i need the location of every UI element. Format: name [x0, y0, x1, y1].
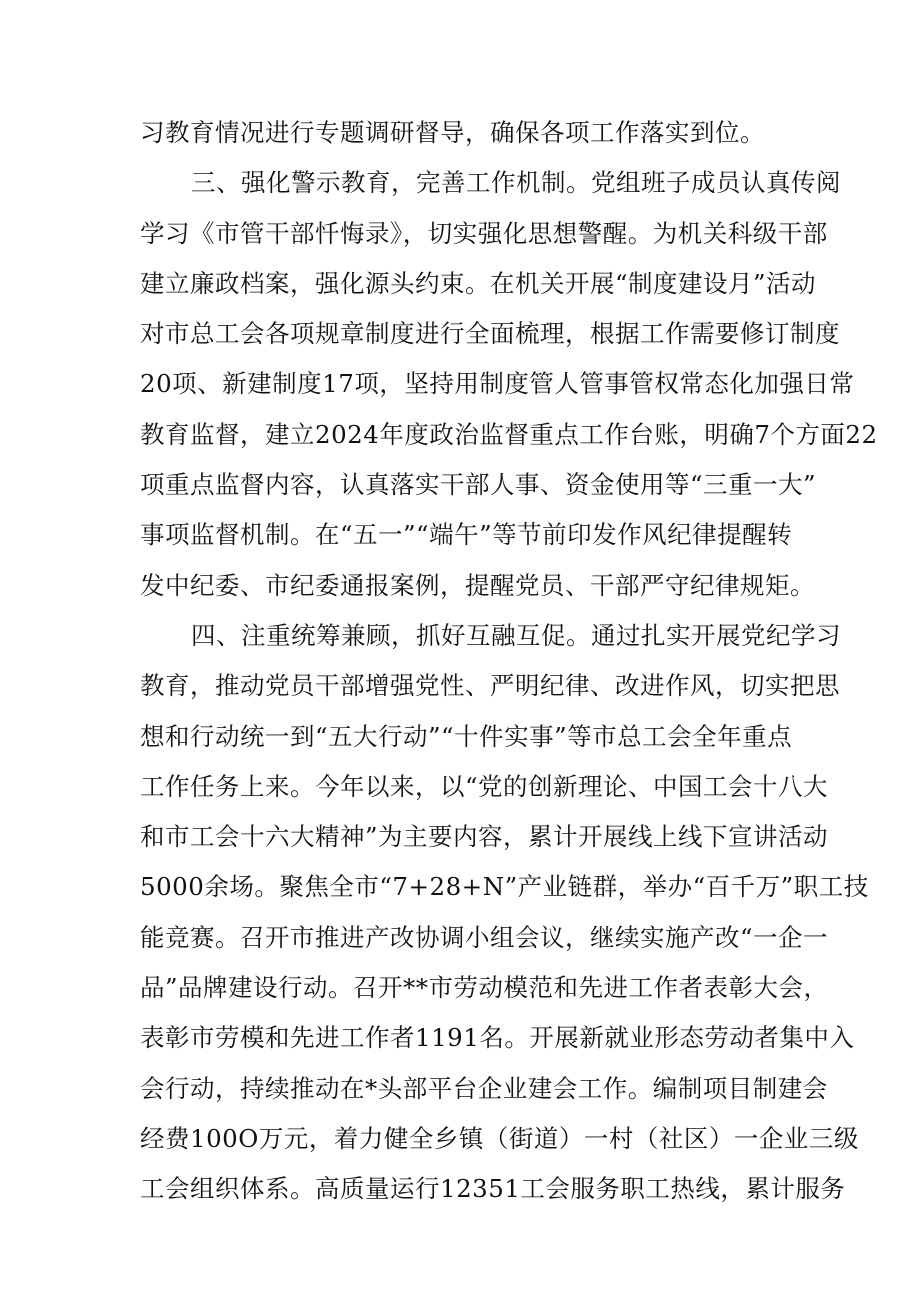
text-line: 工会组织体系。高质量运行12351工会服务职工热线，累计服务 — [140, 1174, 846, 1204]
text-line: 工作任务上来。今年以来，以“党的创新理论、中国工会十八大 — [140, 771, 829, 801]
body-text — [140, 108, 878, 1215]
text-line: 品”品牌建设行动。召开**市劳动模范和先进工作者表彰大会， — [140, 973, 829, 1003]
text-line: 和市工会十六大精神”为主要内容，累计开展线上线下宣讲活动 — [140, 822, 829, 852]
text-line: 表彰市劳模和先进工作者1191名。开展新就业形态劳动者集中入 — [140, 1023, 855, 1053]
text-line: 想和行动统一到“五大行动”“十件实事”等市总工会全年重点 — [140, 721, 793, 751]
text-line: 教育，推动党员干部增强党性、严明纪律、改进作风，切实把思 — [140, 671, 840, 701]
text-line: 习教育情况进行专题调研督导，确保各项工作落实到位。 — [140, 118, 765, 147]
text-line: 经费100O万元，着力健全乡镇（街道）一村（社区）一企业三级 — [140, 1123, 859, 1153]
text-line: 5000余场。聚焦全市“7+28+N”产业链群，举办“百千万”职工技 — [140, 872, 869, 902]
paragraph-heading-line: 四、注重统筹兼顾，抓好互融互促。通过扎实开展党纪学习 — [191, 620, 841, 650]
text-line: 事项监督机制。在“五一”“端午”等节前印发作风纪律提醒转 — [140, 520, 793, 550]
text-line: 对市总工会各项规章制度进行全面梳理，根据工作需要修订制度 — [140, 319, 840, 349]
text-line: 项重点监督内容，认真落实干部人事、资金使用等“三重一大” — [140, 470, 817, 500]
text-line: 会行动，持续推动在*头部平台企业建会工作。编制项目制建会 — [140, 1073, 828, 1103]
text-line: 发中纪委、市纪委通报案例，提醒党员、干部严守纪律规矩。 — [140, 570, 815, 600]
text-line: 能竞赛。召开市推进产改协调小组会议，继续实施产改“一企一 — [140, 922, 829, 952]
text-line: 学习《市管干部忏悔录》，切实强化思想警醒。为机关科级干部 — [140, 218, 828, 248]
text-line: 20项、新建制度17项，坚持用制度管人管事管权常态化加强日常 — [140, 369, 855, 399]
text-line: 教育监督，建立2024年度政治监督重点工作台账，明确7个方面22 — [140, 419, 878, 449]
text-line: 建立廉政档案，强化源头约束。在机关开展“制度建设月”活动 — [140, 268, 817, 298]
paragraph-heading-line: 三、强化警示教育，完善工作机制。党组班子成员认真传阅 — [191, 168, 841, 198]
